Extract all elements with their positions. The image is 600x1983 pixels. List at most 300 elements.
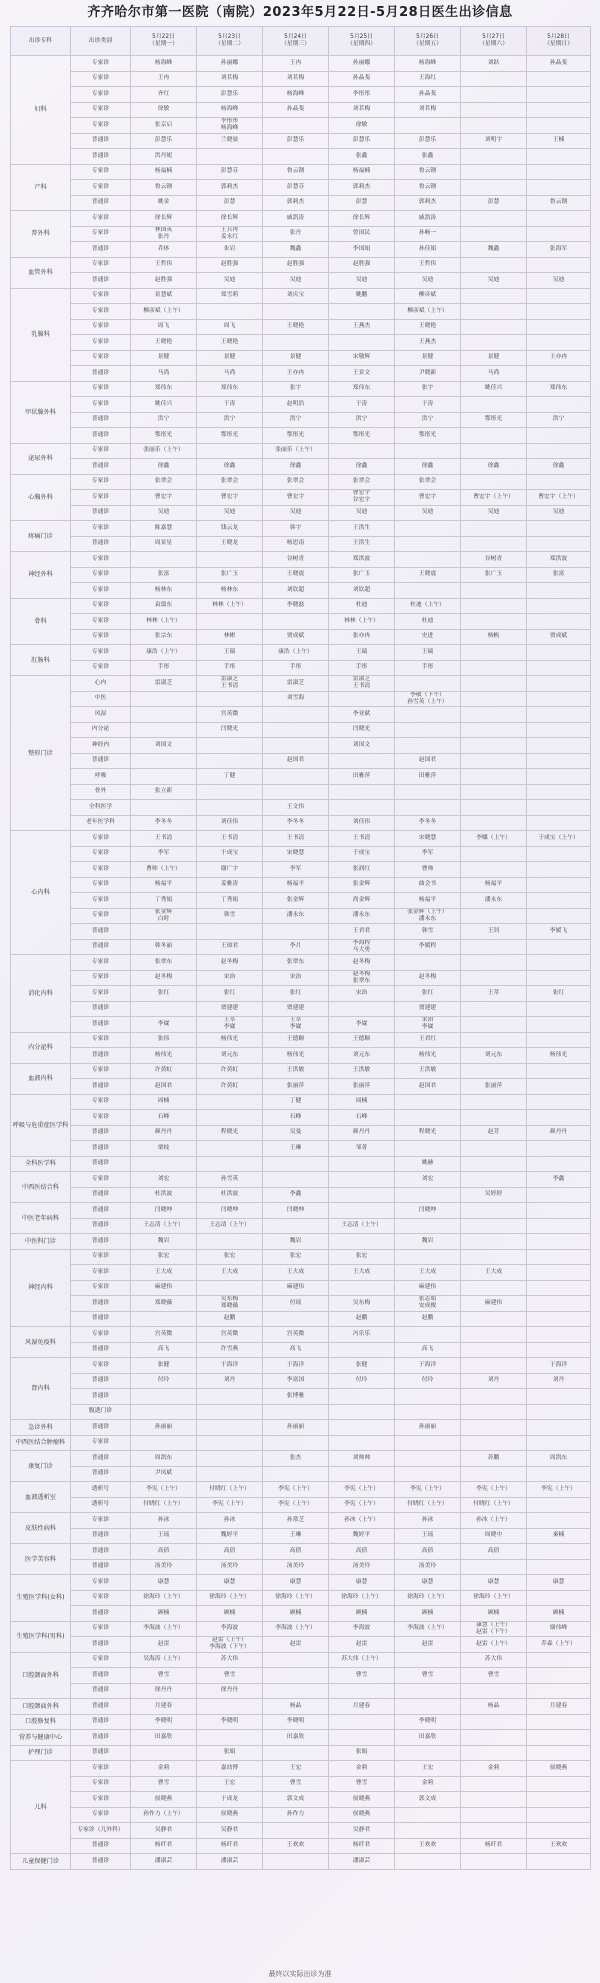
doctor-cell [461, 226, 527, 242]
doctor-cell: 王志清（上午） [197, 1218, 263, 1234]
table-row [11, 1807, 591, 1823]
visit-type-cell: 专家诊 [71, 614, 131, 630]
doctor-cell: 谢伟峰 [527, 1621, 591, 1637]
doctor-cell [263, 1466, 329, 1482]
doctor-cell [527, 1203, 591, 1219]
doctor-cell [263, 1745, 329, 1761]
doctor-cell: 宫英微 [197, 1327, 263, 1343]
header-day-3: 5月24日 （星期三） [263, 27, 329, 56]
table-row [11, 1234, 591, 1250]
doctor-cell: 李宪（上午） [197, 1497, 263, 1513]
doctor-cell: 赵雷（上午） 李海波（下午） [197, 1637, 263, 1653]
doctor-cell: 吴曼 [263, 1125, 329, 1141]
doctor-cell: 杜迪 [329, 598, 395, 614]
doctor-cell: 彭慧乐 [329, 133, 395, 149]
doctor-cell: 闫晓坤 [263, 1203, 329, 1219]
doctor-cell [131, 769, 197, 785]
doctor-cell: 袁翦东 [131, 598, 197, 614]
doctor-cell [263, 784, 329, 800]
visit-type-cell: 普通诊 [71, 273, 131, 289]
visit-type-cell: 普通诊 [71, 1466, 131, 1482]
doctor-cell: 刘雪海 [263, 691, 329, 707]
doctor-cell: 魏鑫 [263, 242, 329, 258]
doctor-cell: 于成龙 [197, 1792, 263, 1808]
doctor-cell: 孙冰 [395, 1513, 461, 1529]
doctor-cell: 宋治 [197, 970, 263, 986]
dept-cell: 产科 [11, 164, 71, 211]
doctor-cell [527, 1792, 591, 1808]
doctor-cell: 郭莉杰 [329, 180, 395, 196]
table-row [11, 1265, 591, 1281]
doctor-cell: 景健 [197, 350, 263, 366]
doctor-cell [329, 1280, 395, 1296]
doctor-cell: 张鑫 [329, 149, 395, 165]
doctor-cell [197, 1730, 263, 1746]
doctor-cell [263, 1435, 329, 1451]
doctor-cell: 吴东梅 郑晓薇 [197, 1296, 263, 1312]
doctor-cell [461, 211, 527, 227]
doctor-cell: 周飞 [197, 319, 263, 335]
doctor-cell: 赵芳 [461, 1125, 527, 1141]
visit-type-cell: 普通诊 [71, 1544, 131, 1560]
doctor-cell: 王晓龙 [197, 536, 263, 552]
doctor-cell: 高倩 [263, 1544, 329, 1560]
doctor-cell: 洪宁 [263, 412, 329, 428]
dept-cell: 生殖医学科(女科) [11, 1575, 71, 1622]
doctor-cell: 闫晓光 [329, 722, 395, 738]
doctor-cell: 王亦冉 [527, 350, 591, 366]
dept-cell: 心胸外科 [11, 474, 71, 521]
doctor-cell: 赵冬梅 [197, 955, 263, 971]
doctor-cell: 杨思南 [263, 536, 329, 552]
table-row [11, 459, 591, 475]
doctor-cell: 王大成 [197, 1265, 263, 1281]
doctor-cell: 吴婷婷 [461, 1187, 527, 1203]
doctor-cell: 乔体 [131, 242, 197, 258]
doctor-cell: 赵雷 [263, 1637, 329, 1653]
doctor-cell: 刘宏 [395, 1172, 461, 1188]
doctor-cell: 刘丹 [527, 1373, 591, 1389]
doctor-cell [461, 614, 527, 630]
visit-type-cell: 呼吸 [71, 769, 131, 785]
dept-cell: 中医老年病科 [11, 1203, 71, 1234]
doctor-cell [461, 1342, 527, 1358]
doctor-cell [197, 753, 263, 769]
doctor-cell: 宫英微 [131, 1327, 197, 1343]
doctor-cell: 鲁云钢 [263, 164, 329, 180]
visit-type-cell: 专家诊 [71, 908, 131, 924]
doctor-cell: 侯晓燕 [329, 1792, 395, 1808]
doctor-cell [461, 939, 527, 955]
doctor-cell: 徐海玲（上午） [395, 1590, 461, 1606]
table-row [11, 1621, 591, 1637]
doctor-cell [131, 1745, 197, 1761]
doctor-cell [395, 1854, 461, 1870]
doctor-cell: 吴迪 [395, 505, 461, 521]
visit-type-cell: 专家诊 [71, 1807, 131, 1823]
table-row [11, 986, 591, 1002]
doctor-cell: 徐海玲（上午） [329, 1590, 395, 1606]
doctor-cell: 彭慧乐 [263, 133, 329, 149]
table-row [11, 1001, 591, 1017]
doctor-cell: 张红 [131, 986, 197, 1002]
doctor-cell [461, 722, 527, 738]
doctor-cell [197, 1156, 263, 1172]
visit-type-cell: 专家诊 [71, 846, 131, 862]
visit-type-cell: 专家诊 [71, 1094, 131, 1110]
table-row [11, 1389, 591, 1405]
doctor-cell [461, 443, 527, 459]
visit-type-cell: 骨外 [71, 784, 131, 800]
visit-type-cell: 心内 [71, 676, 131, 692]
doctor-cell: 杨伟光 [527, 1048, 591, 1064]
doctor-cell: 徐海玲（上午） [263, 1590, 329, 1606]
doctor-cell: 王洪敏 [263, 1063, 329, 1079]
doctor-cell: 马尚 [461, 366, 527, 382]
doctor-cell: 孙作力（上午） [131, 1807, 197, 1823]
doctor-cell: 徐海玲（上午） [131, 1590, 197, 1606]
table-row [11, 87, 591, 103]
doctor-cell: 徐鑫 [197, 459, 263, 475]
dept-cell: 营养与健康中心 [11, 1730, 71, 1746]
doctor-cell: 张广玉 [461, 567, 527, 583]
doctor-cell [527, 1079, 591, 1095]
doctor-cell: 魏婷平 [197, 1528, 263, 1544]
doctor-cell: 张宏 [263, 1249, 329, 1265]
doctor-cell: 李海波（上午） [395, 1621, 461, 1637]
doctor-cell: 汤美玲 [395, 1559, 461, 1575]
doctor-cell: 李鑫 [263, 1187, 329, 1203]
doctor-cell [527, 1342, 591, 1358]
doctor-cell [527, 87, 591, 103]
doctor-cell [527, 1668, 591, 1684]
visit-type-cell: 普通诊 [71, 939, 131, 955]
doctor-cell [527, 118, 591, 134]
table-row [11, 1141, 591, 1157]
doctor-cell [395, 1807, 461, 1823]
table-row [11, 877, 591, 893]
table-row [11, 56, 591, 72]
doctor-cell: 张京启 [131, 118, 197, 134]
doctor-cell: 魏岩 [395, 1234, 461, 1250]
doctor-cell [527, 397, 591, 413]
doctor-cell [197, 1389, 263, 1405]
table-row [11, 1280, 591, 1296]
doctor-cell [395, 722, 461, 738]
doctor-cell: 张鑫 [395, 149, 461, 165]
doctor-cell: 李晓磊 [263, 598, 329, 614]
doctor-cell [329, 1420, 395, 1436]
doctor-cell: 冯乐乐 [329, 1327, 395, 1343]
visit-type-cell: 专家诊 [71, 257, 131, 273]
doctor-cell: 韩冬丽 [131, 939, 197, 955]
table-row [11, 149, 591, 165]
doctor-cell [461, 1389, 527, 1405]
dept-cell: 急诊外科 [11, 1420, 71, 1436]
doctor-cell: 高飞 [131, 1342, 197, 1358]
doctor-cell: 麻建伟 [461, 1296, 527, 1312]
table-row [11, 629, 591, 645]
doctor-cell: 张宇 [263, 381, 329, 397]
doctor-cell [527, 71, 591, 87]
doctor-cell: 付玲 [395, 1373, 461, 1389]
doctor-cell [461, 474, 527, 490]
table-row [11, 1668, 591, 1684]
doctor-cell [131, 924, 197, 940]
visit-type-cell: 专家诊 [71, 288, 131, 304]
doctor-cell: 洪宁 [131, 412, 197, 428]
visit-type-cell: 专家诊 [71, 986, 131, 1002]
doctor-cell: 曹雪 [461, 1668, 527, 1684]
visit-type-cell: 普通诊 [71, 753, 131, 769]
visit-type-cell: 普通诊 [71, 428, 131, 444]
doctor-cell: 曹宏宇 [395, 490, 461, 506]
table-row [11, 1358, 591, 1374]
doctor-cell: 徐丹丹 [131, 1683, 197, 1699]
doctor-cell: 曹雪 [197, 1668, 263, 1684]
table-row [11, 1327, 591, 1343]
doctor-cell: 杨福平 [263, 877, 329, 893]
doctor-cell: 许雪燕 [197, 1342, 263, 1358]
doctor-cell: 手彤 [329, 660, 395, 676]
visit-type-cell: 普通诊 [71, 149, 131, 165]
doctor-cell: 高倩 [461, 1544, 527, 1560]
doctor-cell: 周楠 [131, 1094, 197, 1110]
doctor-cell: 谢广宇 [197, 862, 263, 878]
doctor-cell: 宋治 李崴 [395, 1017, 461, 1033]
table-row [11, 567, 591, 583]
dept-cell: 全科医学科 [11, 1156, 71, 1172]
doctor-cell [461, 1435, 527, 1451]
doctor-cell: 鲁云钢 [395, 180, 461, 196]
doctor-cell: 王瑞 [197, 645, 263, 661]
doctor-cell: 孙晶斐 [527, 56, 591, 72]
visit-type-cell: 专家诊 [71, 1265, 131, 1281]
doctor-cell: 赵国君 [131, 1079, 197, 1095]
doctor-cell: 周凯东 [527, 1451, 591, 1467]
doctor-cell [527, 1466, 591, 1482]
doctor-cell: 高倩 [131, 1544, 197, 1560]
doctor-cell: 张丽萍 [461, 1079, 527, 1095]
doctor-cell: 张红 [395, 986, 461, 1002]
doctor-cell: 徐敏 [329, 118, 395, 134]
doctor-cell [461, 1714, 527, 1730]
table-row [11, 1466, 591, 1482]
doctor-cell [461, 784, 527, 800]
doctor-cell: 郭文成 [395, 1792, 461, 1808]
dept-cell: 乳腺科 [11, 288, 71, 381]
doctor-cell: 鄂彤光 [131, 428, 197, 444]
dept-cell: 口腔修复科 [11, 1714, 71, 1730]
doctor-cell: 张宏 [329, 1249, 395, 1265]
doctor-cell [527, 676, 591, 692]
table-row [11, 180, 591, 196]
visit-type-cell: 腹透门诊 [71, 1404, 131, 1420]
table-row [11, 1497, 591, 1513]
visit-type-cell: 专家诊 [71, 1280, 131, 1296]
doctor-cell [461, 288, 527, 304]
doctor-cell: 曾国民 [329, 226, 395, 242]
doctor-cell [461, 1311, 527, 1327]
visit-type-cell: 专家诊 [71, 1761, 131, 1777]
doctor-cell [527, 769, 591, 785]
header-type: 出诊类别 [71, 27, 131, 56]
doctor-cell: 刘庆宝 [263, 288, 329, 304]
doctor-cell [197, 800, 263, 816]
doctor-cell [395, 1466, 461, 1482]
doctor-cell: 李宪（上午） [527, 1482, 591, 1498]
table-row [11, 1156, 591, 1172]
doctor-cell: 王书清 [131, 831, 197, 847]
table-row [11, 645, 591, 661]
doctor-cell: 兰晓晏 [197, 133, 263, 149]
doctor-cell: 景健 [131, 350, 197, 366]
doctor-cell: 杨纤君 [131, 1838, 197, 1854]
doctor-cell: 张丽萍 [263, 1079, 329, 1095]
doctor-cell: 颜丹丹 [329, 1125, 395, 1141]
doctor-cell [329, 1683, 395, 1699]
doctor-cell: 吴迪 [263, 505, 329, 521]
doctor-cell [527, 955, 591, 971]
table-row [11, 1683, 591, 1699]
doctor-cell: 杨帆 [461, 629, 527, 645]
doctor-cell: 赵国君 [263, 753, 329, 769]
doctor-cell: 孙晶斐 [395, 87, 461, 103]
doctor-cell: 徐长辉 [197, 211, 263, 227]
doctor-cell: 于涛 [197, 397, 263, 413]
doctor-cell: 赵冬梅 [329, 955, 395, 971]
dept-cell: 妇科 [11, 56, 71, 165]
doctor-cell: 赵冬梅 [395, 970, 461, 986]
table-row [11, 1714, 591, 1730]
table-row [11, 1079, 591, 1095]
doctor-cell: 王洪敏 [395, 1063, 461, 1079]
doctor-cell [527, 691, 591, 707]
doctor-cell: 徐敏 [131, 102, 197, 118]
visit-type-cell: 普通诊 [71, 1451, 131, 1467]
doctor-cell [461, 1466, 527, 1482]
doctor-cell: 潘永东 [461, 893, 527, 909]
doctor-cell: 李崴 [131, 1017, 197, 1033]
doctor-cell: 王晓艳 [263, 319, 329, 335]
doctor-cell [395, 955, 461, 971]
doctor-cell: 石峰 [263, 1110, 329, 1126]
doctor-cell [263, 1311, 329, 1327]
doctor-cell: 王欢欢 [395, 1838, 461, 1854]
doctor-cell [461, 428, 527, 444]
doctor-cell: 孙常芝 [263, 1513, 329, 1529]
table-row [11, 908, 591, 924]
doctor-cell: 张丽乐（上午） [263, 443, 329, 459]
doctor-cell: 月建春 [329, 1699, 395, 1715]
doctor-cell [461, 1683, 527, 1699]
doctor-cell: 邹菁 [329, 1141, 395, 1157]
doctor-cell: 张金辉（上午） 潘永东 [395, 908, 461, 924]
doctor-cell [527, 1745, 591, 1761]
dept-cell: 护理门诊 [11, 1745, 71, 1761]
doctor-cell: 宫英微 [263, 1327, 329, 1343]
doctor-cell: 彭慧 [197, 195, 263, 211]
table-row [11, 784, 591, 800]
doctor-cell: 王洪生 [329, 536, 395, 552]
dept-cell: 泌尿外科 [11, 443, 71, 474]
visit-type-cell: 内分泌 [71, 722, 131, 738]
doctor-cell [527, 660, 591, 676]
doctor-cell: 李宪（上午） [395, 1482, 461, 1498]
visit-type-cell: 普通诊 [71, 1559, 131, 1575]
doctor-cell: 张翠会 [263, 474, 329, 490]
doctor-cell: 彭慧乐 [197, 87, 263, 103]
doctor-cell [197, 1234, 263, 1250]
doctor-cell: 孙作力 [263, 1807, 329, 1823]
doctor-cell: 洪宁 [329, 412, 395, 428]
doctor-cell: 徐鑫 [461, 459, 527, 475]
doctor-cell: 李宪（上午） [131, 1482, 197, 1498]
doctor-cell: 鄂彤光 [329, 428, 395, 444]
doctor-cell: 曹雪 [131, 1668, 197, 1684]
table-row [11, 846, 591, 862]
table-row [11, 164, 591, 180]
doctor-cell [461, 598, 527, 614]
doctor-cell [329, 1730, 395, 1746]
visit-type-cell: 普通诊 [71, 1745, 131, 1761]
doctor-cell: 刘钦超 [329, 583, 395, 599]
doctor-cell [461, 1094, 527, 1110]
doctor-cell: 孙畅一 [395, 226, 461, 242]
doctor-cell [461, 71, 527, 87]
doctor-cell: 李宪（上午） [329, 1482, 395, 1498]
doctor-cell [527, 149, 591, 165]
doctor-cell: 曹雪 [131, 1776, 197, 1792]
doctor-cell: 徐鑫 [329, 459, 395, 475]
doctor-cell: 顾楠 [263, 1606, 329, 1622]
table-row [11, 366, 591, 382]
doctor-cell: 徐鑫 [263, 459, 329, 475]
table-row [11, 381, 591, 397]
doctor-cell: 张立新 [131, 784, 197, 800]
doctor-cell: 张宏 [131, 1249, 197, 1265]
doctor-cell: 付瑶 [263, 1296, 329, 1312]
doctor-cell: 康慧 [329, 1575, 395, 1591]
doctor-cell [461, 1807, 527, 1823]
doctor-cell: 郭文成 [263, 1792, 329, 1808]
table-row [11, 335, 591, 351]
doctor-cell: 顾楠 [329, 1606, 395, 1622]
visit-type-cell: 普通诊 [71, 1218, 131, 1234]
doctor-cell: 林国英 张丹 [131, 226, 197, 242]
doctor-cell [461, 1203, 527, 1219]
doctor-cell: 王晓震 [395, 567, 461, 583]
doctor-cell: 周景星 [131, 536, 197, 552]
doctor-cell: 杨晶 [461, 1699, 527, 1715]
visit-type-cell: 专家诊 [71, 71, 131, 87]
visit-type-cell: 普通诊 [71, 1311, 131, 1327]
visit-type-cell: 专家诊 [71, 1575, 131, 1591]
doctor-cell [527, 1497, 591, 1513]
doctor-cell: 雷淑芝 [263, 676, 329, 692]
doctor-cell: 颜丹丹 [131, 1125, 197, 1141]
doctor-cell [461, 1017, 527, 1033]
doctor-cell: 于成宝 [329, 846, 395, 862]
doctor-cell: 景慧斌 [131, 288, 197, 304]
doctor-cell: 张翠会 [197, 474, 263, 490]
doctor-cell [527, 970, 591, 986]
doctor-cell: 姜雅涛 [197, 877, 263, 893]
doctor-cell: 李晓明 [197, 1714, 263, 1730]
table-row [11, 552, 591, 568]
dept-cell: 血液透析室 [11, 1482, 71, 1513]
visit-type-cell: 专家诊 [71, 474, 131, 490]
